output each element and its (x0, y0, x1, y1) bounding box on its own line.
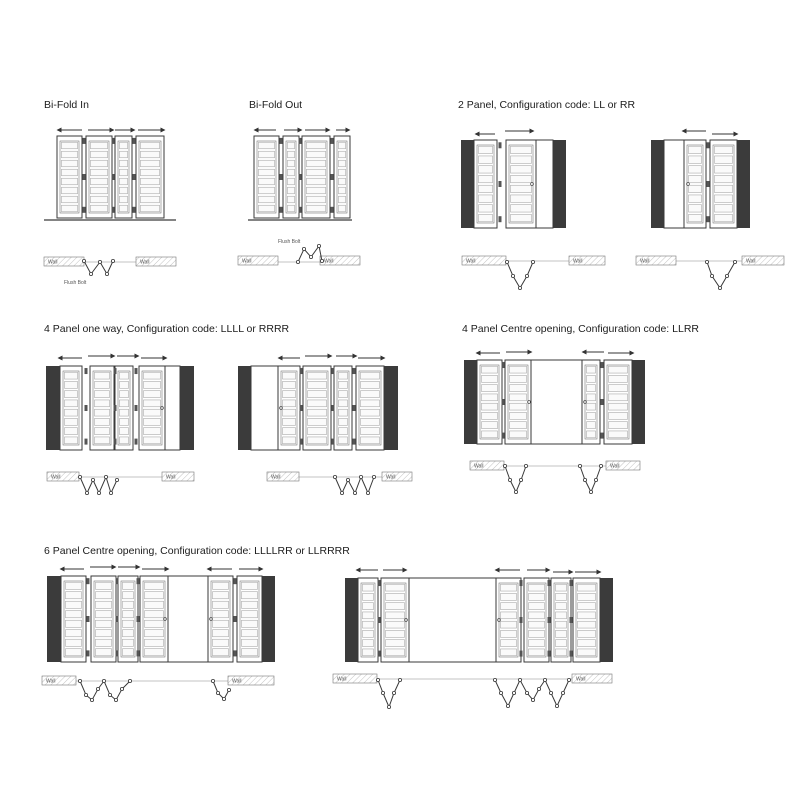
plan-bifold-out (238, 239, 360, 265)
door-panel (710, 140, 737, 228)
wall-section (333, 674, 377, 683)
hinge (112, 207, 115, 213)
pivot-point (506, 704, 509, 707)
door-opening (531, 360, 582, 444)
hinge (332, 405, 335, 411)
door-panel (358, 578, 378, 662)
door-frame-jamb (47, 576, 61, 662)
door-panel (496, 578, 521, 662)
elevation-bifold-out (248, 130, 352, 220)
folded-panel-plan (505, 466, 526, 492)
door-panel (303, 366, 331, 450)
pivot-point (514, 490, 517, 493)
pivot-point (296, 260, 299, 263)
pivot-point (525, 691, 528, 694)
pivot-point (216, 691, 219, 694)
door-panel (505, 360, 531, 444)
hinge (280, 174, 283, 180)
hinge (378, 617, 381, 623)
pivot-point (320, 259, 323, 262)
wall-section (569, 256, 605, 265)
hinge (87, 616, 90, 622)
pivot-point (120, 687, 123, 690)
wall-section (267, 472, 299, 481)
pivot-point (525, 274, 528, 277)
pivot-point (98, 260, 101, 263)
door-panel (254, 136, 279, 218)
pivot-point (309, 255, 312, 258)
hinge (548, 651, 551, 657)
door-opening (409, 578, 496, 662)
hinge (331, 207, 334, 213)
elevation-six-panel-left (47, 567, 275, 662)
hinge (331, 138, 334, 144)
pivot-point (594, 478, 597, 481)
wall-section (382, 472, 412, 481)
plan-four-panel-left (47, 472, 194, 495)
pivot-point (531, 260, 534, 263)
hinge (707, 216, 710, 222)
flush-bolt-label: Flush Bolt (64, 280, 87, 286)
door-panel (506, 140, 536, 228)
wall-label: Wall (573, 258, 583, 265)
wall-label: Wall (386, 474, 396, 481)
elevation-bifold-in (44, 130, 176, 220)
door-panel (118, 576, 138, 662)
pivot-point (524, 464, 527, 467)
door-frame-jamb (632, 360, 645, 444)
wall-section (462, 256, 506, 265)
pivot-point (549, 691, 552, 694)
pivot-point (705, 260, 708, 263)
door-frame-jamb (464, 360, 477, 444)
hinge (300, 368, 303, 374)
hinge (520, 617, 523, 623)
pivot-point (531, 698, 534, 701)
hinge (300, 439, 303, 445)
hinge (116, 650, 119, 656)
door-panel (477, 360, 502, 444)
pivot-point (111, 259, 114, 262)
pivot-point (82, 259, 85, 262)
pivot-point (392, 691, 395, 694)
hinge (112, 138, 115, 144)
pivot-point (578, 464, 581, 467)
wall-label: Wall (232, 678, 242, 685)
hinge (548, 580, 551, 586)
title-bifold-in: Bi-Fold In (44, 99, 89, 111)
pivot-point (372, 475, 375, 478)
pivot-point (518, 286, 521, 289)
plan-four-panel-right (267, 472, 412, 495)
door-frame-jamb (461, 140, 474, 228)
hinge (601, 399, 604, 405)
wall-label: Wall (140, 259, 150, 266)
wall-label: Wall (324, 258, 334, 265)
hinge (601, 433, 604, 439)
door-opening (664, 140, 684, 228)
folded-panel-plan (495, 680, 569, 706)
hinge (353, 439, 356, 445)
wall-label: Wall (576, 676, 586, 683)
wall-section (320, 256, 360, 265)
hinge (87, 578, 90, 584)
elevation-two-panel-left (461, 131, 566, 228)
title-four-panel-one-way: 4 Panel one way, Configuration code: LLLL or RRRR (44, 323, 290, 335)
hinge (378, 580, 381, 586)
pivot-point (718, 286, 721, 289)
pivot-point (333, 475, 336, 478)
folded-panel-plan (507, 262, 533, 288)
hinge (331, 174, 334, 180)
hinge (707, 181, 710, 187)
folded-panel-plan (80, 477, 117, 493)
hinge (234, 616, 237, 622)
wall-section (42, 676, 76, 685)
folded-panel-plan (213, 681, 229, 699)
wall-section (742, 256, 784, 265)
pivot-point (317, 244, 320, 247)
pivot-point (89, 272, 92, 275)
wall-label: Wall (46, 678, 56, 685)
door-frame-jamb (651, 140, 664, 228)
pivot-point (104, 475, 107, 478)
wall-section (136, 257, 176, 266)
folded-panel-plan (335, 477, 374, 493)
pivot-point (381, 691, 384, 694)
plan-two-panel-left (462, 256, 605, 290)
pivot-point (493, 678, 496, 681)
title-two-panel: 2 Panel, Configuration code: LL or RR (458, 99, 636, 111)
title-six-panel-centre: 6 Panel Centre opening, Configuration code: LLLLRR or LLRRRR (44, 545, 350, 557)
door-panel (237, 576, 262, 662)
hinge (502, 433, 505, 439)
pivot-point (114, 698, 117, 701)
hinge (332, 439, 335, 445)
hinge (83, 174, 86, 180)
wall-section (238, 256, 278, 265)
pivot-point (537, 687, 540, 690)
pivot-point (340, 491, 343, 494)
hinge (135, 368, 138, 374)
pivot-point (599, 464, 602, 467)
pivot-point (561, 691, 564, 694)
hinge (85, 439, 88, 445)
wall-section (470, 461, 504, 470)
door-panel (115, 366, 133, 450)
wall-label: Wall (51, 474, 61, 481)
pivot-point (84, 693, 87, 696)
hinge (299, 174, 302, 180)
hinge (570, 580, 573, 586)
pivot-point (102, 679, 105, 682)
pivot-point (398, 678, 401, 681)
door-panel (86, 136, 112, 218)
hinge (520, 651, 523, 657)
door-frame-jamb (345, 578, 358, 662)
pivot-point (518, 678, 521, 681)
hinge (300, 405, 303, 411)
hinge (234, 650, 237, 656)
hinge (520, 580, 523, 586)
pivot-point (387, 705, 390, 708)
door-panel (91, 576, 116, 662)
hinge (85, 405, 88, 411)
elevation-two-panel-right (651, 131, 750, 228)
door-frame-jamb (46, 366, 60, 450)
pivot-point (543, 678, 546, 681)
pivot-point (91, 478, 94, 481)
door-frame-jamb (600, 578, 613, 662)
door-panel (573, 578, 600, 662)
door-panel (334, 136, 350, 218)
hinge (280, 138, 283, 144)
plan-bifold-in (44, 257, 176, 286)
hinge (137, 578, 140, 584)
door-panel (474, 140, 497, 228)
hinge (137, 650, 140, 656)
door-panel (208, 576, 233, 662)
pivot-point (366, 491, 369, 494)
wall-section (44, 257, 84, 266)
pivot-point (508, 478, 511, 481)
pivot-point (511, 274, 514, 277)
hinge (601, 362, 604, 368)
hinge (332, 368, 335, 374)
hinge (116, 616, 119, 622)
pivot-point (115, 478, 118, 481)
door-panel (115, 136, 132, 218)
plan-six-panel-left (42, 676, 274, 702)
pivot-point (90, 698, 93, 701)
door-panel (283, 136, 299, 218)
hinge (570, 651, 573, 657)
pivot-point (512, 691, 515, 694)
wall-label: Wall (271, 474, 281, 481)
hinge (133, 138, 136, 144)
pivot-point (211, 679, 214, 682)
hinge (137, 616, 140, 622)
wall-section (228, 676, 274, 685)
door-panel (60, 366, 82, 450)
pivot-point (710, 274, 713, 277)
elevation-six-panel-right (345, 570, 613, 662)
wall-label: Wall (610, 463, 620, 470)
pivot-point (105, 272, 108, 275)
pivot-point (96, 687, 99, 690)
pivot-point (222, 697, 225, 700)
hinge (353, 368, 356, 374)
pivot-point (353, 491, 356, 494)
pivot-point (519, 478, 522, 481)
wall-label: Wall (242, 258, 252, 265)
door-panel (90, 366, 114, 450)
hinge (234, 578, 237, 584)
wall-section (572, 674, 612, 683)
hinge (548, 617, 551, 623)
door-panel (278, 366, 300, 450)
wall-section (636, 256, 676, 265)
elevation-four-panel-centre (464, 352, 645, 444)
pivot-point (227, 688, 230, 691)
pivot-point (108, 693, 111, 696)
pivot-point (567, 678, 570, 681)
plan-two-panel-right (636, 256, 784, 290)
door-frame-jamb (384, 366, 398, 450)
door-panel (302, 136, 330, 218)
wall-label: Wall (466, 258, 476, 265)
door-frame-jamb (262, 576, 275, 662)
plan-four-panel-centre (470, 461, 640, 494)
door-frame-jamb (737, 140, 750, 228)
door-frame-jamb (238, 366, 251, 450)
wall-label: Wall (48, 259, 58, 266)
hinge (114, 405, 117, 411)
door-opening (536, 140, 553, 228)
wall-label: Wall (640, 258, 650, 265)
folded-panel-plan (298, 246, 322, 262)
pivot-point (85, 491, 88, 494)
pivot-point (583, 478, 586, 481)
door-panel (582, 360, 600, 444)
hinge (499, 181, 502, 187)
pivot-point (78, 679, 81, 682)
wall-section (162, 472, 194, 481)
pivot-point (725, 274, 728, 277)
pivot-point (499, 691, 502, 694)
folded-panel-plan (580, 466, 601, 492)
hinge (707, 142, 710, 148)
wall-section (47, 472, 79, 481)
hinge (299, 207, 302, 213)
door-opening (168, 576, 208, 662)
pivot-point (733, 260, 736, 263)
hinge (85, 368, 88, 374)
hinge (83, 207, 86, 213)
hinge (133, 207, 136, 213)
title-bifold-out: Bi-Fold Out (249, 99, 303, 111)
hinge (135, 439, 138, 445)
door-panel (57, 136, 82, 218)
title-four-panel-centre: 4 Panel Centre opening, Configuration code: LLRR (462, 323, 699, 335)
wall-label: Wall (474, 463, 484, 470)
hinge (116, 578, 119, 584)
door-panel (604, 360, 632, 444)
wall-label: Wall (166, 474, 176, 481)
hinge (87, 650, 90, 656)
elevation-four-panel-right (238, 356, 398, 450)
wall-section (606, 461, 640, 470)
elevation-four-panel-left (46, 356, 194, 450)
door-panel (61, 576, 86, 662)
door-panel (334, 366, 352, 450)
wall-label: Wall (337, 676, 347, 683)
hinge (133, 174, 136, 180)
hinge (114, 439, 117, 445)
pivot-point (109, 491, 112, 494)
hinge (114, 368, 117, 374)
hinge (135, 405, 138, 411)
door-frame-jamb (180, 366, 194, 450)
pivot-point (346, 478, 349, 481)
hinge (499, 142, 502, 148)
pivot-point (376, 678, 379, 681)
pivot-point (503, 464, 506, 467)
door-opening (165, 366, 180, 450)
pivot-point (78, 475, 81, 478)
wall-label: Wall (746, 258, 756, 265)
hinge (499, 216, 502, 222)
pivot-point (128, 679, 131, 682)
flush-bolt-label: Flush Bolt (278, 239, 301, 245)
door-panel (551, 578, 571, 662)
hinge (112, 174, 115, 180)
pivot-point (359, 475, 362, 478)
door-panel (524, 578, 549, 662)
hinge (353, 405, 356, 411)
hinge (299, 138, 302, 144)
door-frame-jamb (553, 140, 566, 228)
hinge (502, 362, 505, 368)
hinge (570, 617, 573, 623)
plan-six-panel-right (333, 674, 612, 709)
door-panel (356, 366, 384, 450)
door-panel (136, 136, 164, 218)
door-opening (251, 366, 278, 450)
hinge (502, 399, 505, 405)
door-panel (139, 366, 165, 450)
pivot-point (97, 491, 100, 494)
door-panel (684, 140, 706, 228)
hinge (378, 651, 381, 657)
pivot-point (302, 247, 305, 250)
pivot-point (505, 260, 508, 263)
pivot-point (555, 704, 558, 707)
hinge (280, 207, 283, 213)
pivot-point (589, 490, 592, 493)
hinge (83, 138, 86, 144)
